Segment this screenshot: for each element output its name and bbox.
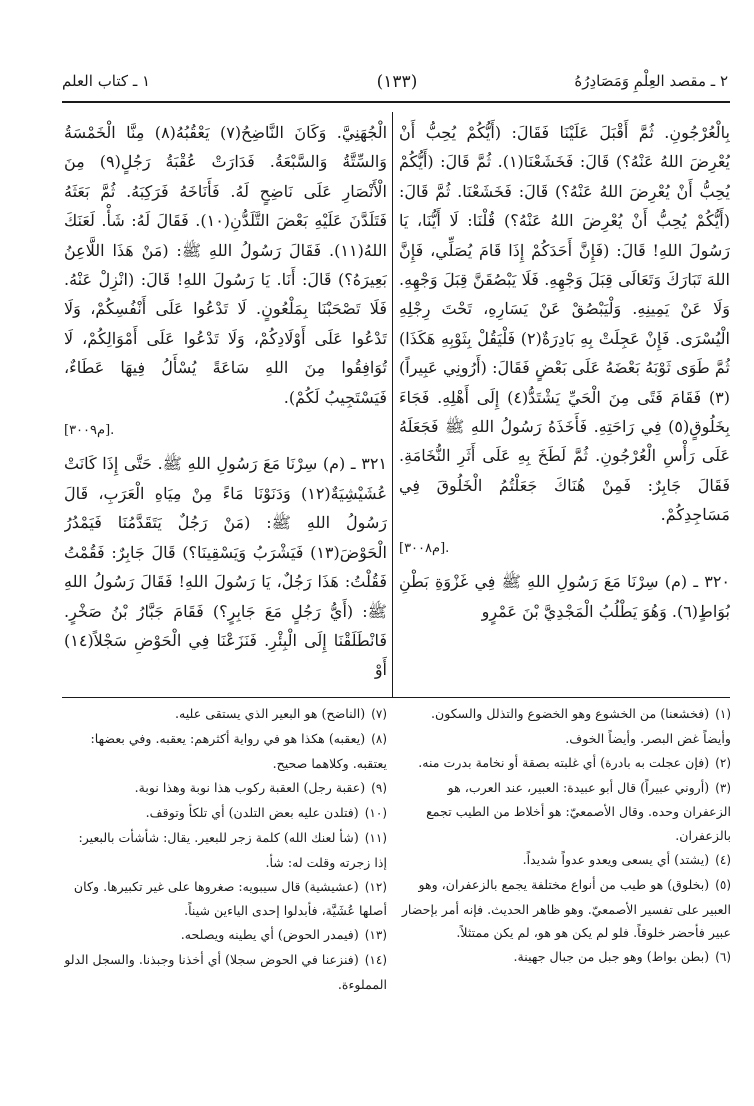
- footnote: (٦)(بطن بواط) وهو جبل من جبال جهينة.: [513, 949, 731, 965]
- footnote: (١٣)(فيمدر الحوض) أي يطينه ويصلحه.: [180, 927, 387, 943]
- hadith-reference: [م٣٠٠٨].: [399, 540, 450, 556]
- footnote-rule: [62, 697, 730, 698]
- footnotes-right: [400, 702, 731, 1052]
- hadith-reference: [م٣٠٠٩].: [64, 423, 115, 439]
- footnote: (١٢)(عشيشية) قال سيبويه: صغروها على غير تكبيرها. وكان أصلها عُشَيَّة، فأبدلوا إحدى الياءين شيناً.: [73, 878, 387, 919]
- page-header: [62, 68, 728, 96]
- footnote: (٩)(عقبة رجل) العقبة ركوب هذا نوبة وهذا نوبة.: [134, 779, 387, 795]
- hadith-paragraph: ٣٢١ ـ (م) سِرْنَا مَعَ رَسُولِ اللهِ ﷺ. حَتَّى إِذَا كَانَتْ عُشَيْشِيَةٌ(١٢) وَدَنَوْنَا مَاءً مِنْ مِيَاهِ الْعَرَبِ، قَالَ رَسُولُ اللهِ ﷺ: (مَنْ رَجُلٌ يَتَقَدَّمُنَا فَيَمْدُرُ الْحَوْضَ(١٣) فَيَشْرَبُ وَيَسْقِينَا؟) قَالَ جَابِرٌ: فَقُمْتُ فَقُلْتُ: هَذَا رَجُلٌ، يَا رَسُولَ اللهِ! فَقَالَ رَسُولُ اللهِ ﷺ: (أَيُّ رَجُلٍ مَعَ جَابِرٍ؟) فَقَامَ جَبَّارُ بْنُ صَخْرٍ. فَانْطَلَقْنَا إِلَى الْبِئْرِ. فَنَزَعْنَا فِي الْحَوْضِ سَجْلاً(١٤) أَوْ: [64, 454, 387, 680]
- footnote: (٥)(بخلوق) هو طيب من أنواع مختلفة يجمع بالزعفران، وهو العبير على تفسير الأصمعيّ. وهو ظاهر الحديث. فإنه أمر بإحضار عبير فأحضر خلوقاً. فلو لم يكن هو هو، لم يكن ممتثلاً.: [401, 877, 731, 941]
- chapter-title: ٢ ـ مقصد العِلْمِ وَمَصَادِرُهُ: [574, 72, 728, 90]
- footnote: (٨)(يعقبه) هكذا هو في رواية أكثرهم: يعقبه. وفي بعضها: يعتقبه. وكلاهما صحيح.: [90, 731, 387, 771]
- book-title: ١ ـ كتاب العلم: [62, 72, 151, 90]
- footnote: (٧)(الناضح) هو البعير الذي يستقى عليه.: [174, 706, 387, 721]
- column-divider: [392, 112, 393, 697]
- page-number: (١٣٣): [376, 72, 418, 92]
- footnote: (٤)(يشتد) أي يسعى ويعدو عدواً شديداً.: [522, 852, 731, 868]
- hadith-paragraph: بِالْعُرْجُونِ. ثُمَّ أَقْبَلَ عَلَيْنَا فَقَالَ: (أَيُّكُمْ يُحِبُّ أَنْ يُعْرِضَ اللهُ عَنْهُ؟) قَالَ: فَخَشَعْنَا(١). ثُمَّ قَالَ: (أَيُّكُمْ يُحِبُّ أَنْ يُعْرِضَ اللهُ عَنْهُ؟) قَالَ: فَخَشَعْنَا. ثُمَّ قَالَ: (أَيُّكُمْ يُحِبُّ أَنْ يُعْرِضَ اللهُ عَنْهُ؟) قُلْنَا: لَا أَيُّنَا، يَا رَسُولَ اللهِ! قَالَ: (فَإِنَّ أَحَدَكُمْ إِذَا قَامَ يُصَلِّي، فَإِنَّ اللهَ تَبَارَكَ وَتَعَالَى قِبَلَ وَجْهِهِ. فَلَا يَبْصُقَنَّ قِبَلَ وَجْهِهِ. وَلَا عَنْ يَمِينِهِ. وَلْيَبْصُقْ عَنْ يَسَارِهِ، تَحْتَ رِجْلِهِ الْيُسْرَى. فَإِنْ عَجِلَتْ بِهِ بَادِرَةٌ(٢) فَلْيَقُلْ بِثَوْبِهِ هَكَذَا) ثُمَّ طَوَى ثَوْبَهُ بَعْضَهُ عَلَى بَعْضٍ فَقَالَ: (أَرُونِي عَبِيراً)(٣) فَقَامَ فَتًى مِنَ الْحَيِّ يَشْتَدُّ(٤) إِلَى أَهْلِهِ. فَجَاءَ بِخَلُوقٍ(٥) فِي رَاحَتِهِ. فَأَخَذَهُ رَسُولُ اللهِ ﷺ فَجَعَلَهُ عَلَى رَأْسِ الْعُرْجُونِ. ثُمَّ لَطَخَ بِهِ عَلَى أَثَرِ النُّخَامَةِ. فَقَالَ جَابِرٌ: فَمِنْ هُنَاكَ جَعَلْتُمُ الْخَلُوقَ فِي مَسَاجِدِكُمْ.: [399, 123, 730, 525]
- hadith-paragraph: ٣٢٠ ـ (م) سِرْنَا مَعَ رَسُولِ اللهِ ﷺ فِي غَزْوَةِ بَطْنِ بُوَاطٍ(٦). وَهُوَ يَطْلُبُ الْمَجْدِيَّ بْنَ عَمْرٍو: [399, 572, 730, 621]
- footnote: (١)(فخشعنا) من الخشوع وهو الخضوع والتذلل والسكون. وأيضاً غض البصر. وأيضاً الخوف.: [430, 706, 731, 746]
- footnote: (١٤)(فنزعنا في الحوض سجلا) أي أخذنا وجبذنا. والسجل الدلو المملوءة.: [64, 952, 387, 993]
- footnotes-left: [64, 702, 387, 1052]
- footnote: (٣)(أروني عبيراً) قال أبو عبيدة: العبير، عند العرب، هو الزعفران وحده. وقال الأصمعيّ: هو أخلاط من الطيب تجمع بالزعفران.: [426, 779, 731, 843]
- right-text-column: [399, 118, 730, 690]
- header-rule: [62, 101, 730, 103]
- footnote: (١١)(شأ لعنك الله) كلمة زجر للبعير. يقال: شأشأت بالبعير: إذا زجرته وقلت له: شأ.: [78, 829, 387, 870]
- footnote: (٢)(فإن عجلت به بادرة) أي غلبته بصقة أو نخامة بدرت منه.: [418, 754, 731, 770]
- left-text-column: [64, 118, 387, 690]
- footnote: (١٠)(فتلدن عليه بعض التلدن) أي تلكأ وتوقف.: [145, 804, 387, 820]
- hadith-paragraph: الْجُهَنِيَّ. وَكَانَ النَّاضِحُ(٧) يَعْقُبُهُ(٨) مِنَّا الْخَمْسَةُ وَالسِّتَّةُ وَالسَّبْعَةُ. فَدَارَتْ عُقْبَةُ رَجُلٍ(٩) مِنَ الْأَنْصَارِ عَلَى نَاضِحٍ لَهُ. فَأَنَاخَهُ فَرَكِبَهُ. ثُمَّ بَعَثَهُ فَتَلَدَّنَ عَلَيْهِ بَعْضَ التَّلَدُّنِ(١٠). فَقَالَ لَهُ: شَأْ. لَعَنَكَ اللهُ(١١). فَقَالَ رَسُولُ اللهِ ﷺ: (مَنْ هَذَا اللَّاعِنُ بَعِيرَهُ؟) قَالَ: أَنَا. يَا رَسُولَ اللهِ! قَالَ: (انْزِلْ عَنْهُ. فَلَا تَصْحَبْنَا بِمَلْعُونٍ. لَا تَدْعُوا عَلَى أَنْفُسِكُمْ، وَلَا تَدْعُوا عَلَى أَوْلَادِكُمْ، وَلَا تَدْعُوا عَلَى أَمْوَالِكُمْ، لَا تُوَافِقُوا مِنَ اللهِ سَاعَةً يُسْأَلُ فِيهَا عَطَاءٌ، فَيَسْتَجِيبُ لَكُمْ).: [64, 123, 387, 407]
